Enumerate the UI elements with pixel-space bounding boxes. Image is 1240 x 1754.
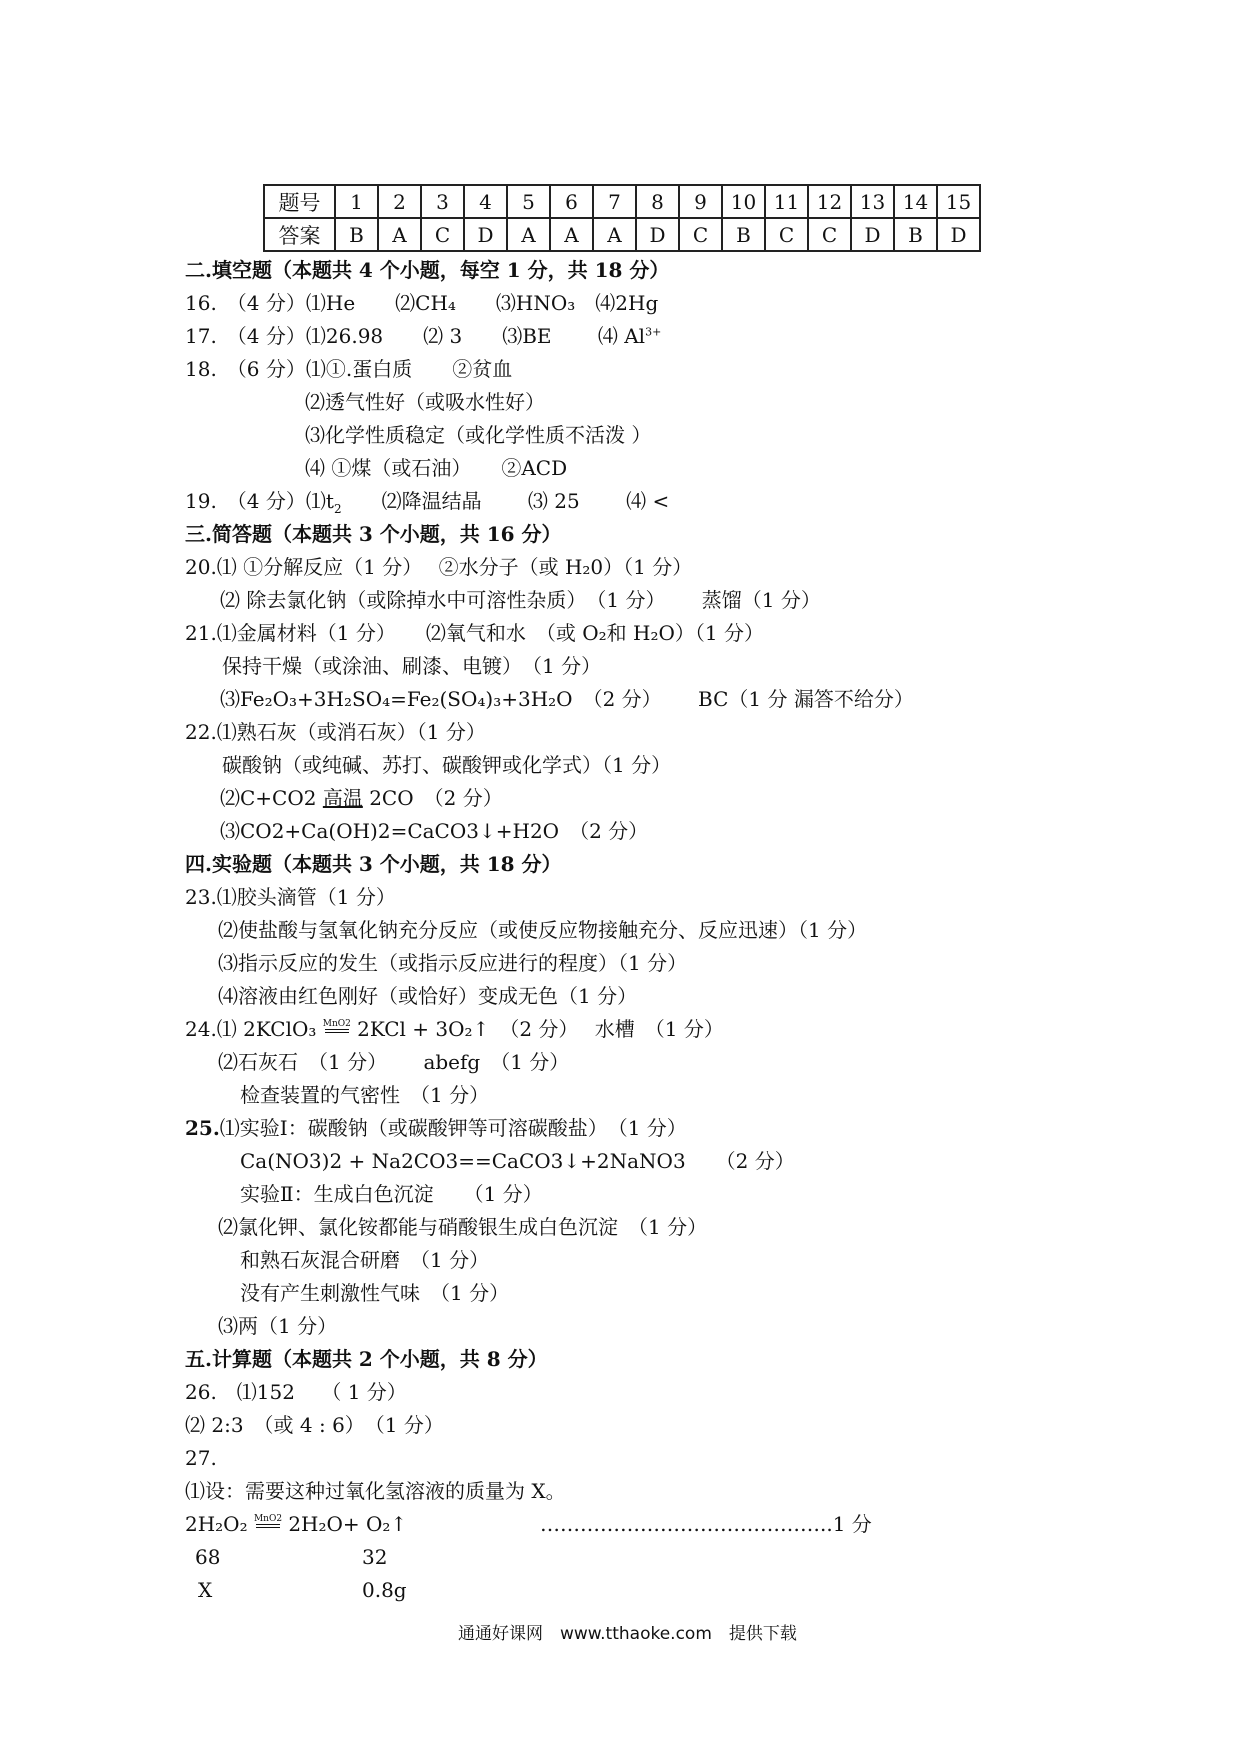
section-heading-experiment: 四.实验题（本题共 3 个小题，共 18 分） xyxy=(185,852,562,876)
row-label-numbers: 题号 xyxy=(264,185,335,218)
answer-line-24-1 xyxy=(185,1017,724,1041)
table-cell: 2 xyxy=(378,185,421,218)
table-cell: 10 xyxy=(722,185,765,218)
answer-line-17 xyxy=(185,324,661,348)
table-cell: 4 xyxy=(464,185,507,218)
table-cell: 12 xyxy=(808,185,851,218)
answer-line-16: 16. （4 分）⑴He ⑵CH₄ ⑶HNO₃ ⑷2Hg xyxy=(185,291,659,315)
answer-text: 2H₂O+ O₂↑ xyxy=(281,1512,408,1536)
section-heading-fill-in: 二.填空题（本题共 4 个小题，每空 1 分，共 18 分） xyxy=(185,258,670,282)
question-number: 25. xyxy=(185,1116,220,1140)
answer-line-25-6: 没有产生刺激性气味 （1 分） xyxy=(240,1281,510,1305)
molar-mass-right: 32 xyxy=(362,1545,388,1569)
table-cell: 8 xyxy=(636,185,679,218)
answer-line-25-2: Ca(NO3)2 + Na2CO3==CaCO3↓+2NaNO3 （2 分） xyxy=(240,1149,795,1173)
answer-text: ⑵C+CO2 xyxy=(220,786,323,810)
answer-text: 19. （4 分）⑴t xyxy=(185,489,334,513)
answer-line-21-1: 21.⑴金属材料（1 分） ⑵氧气和水 （或 O₂和 H₂O）（1 分） xyxy=(185,621,764,645)
answer-line-19 xyxy=(185,489,670,516)
catalyst-label: MnO2 xyxy=(253,1514,283,1524)
answer-line-27: 27. xyxy=(185,1446,217,1470)
answer-line-20-2: ⑵ 除去氯化钠（或除掉水中可溶性杂质） （1 分） 蒸馏（1 分） xyxy=(220,588,821,612)
superscript: 3+ xyxy=(645,325,662,339)
table-cell: C xyxy=(421,218,464,251)
answer-line-22-2: 碳酸钠（或纯碱、苏打、碳酸钾或化学式）（1 分） xyxy=(222,753,672,777)
table-cell: C xyxy=(808,218,851,251)
answer-line-22-4: ⑶CO2+Ca(OH)2=CaCO3↓+H2O （2 分） xyxy=(220,819,649,843)
answer-line-18-3: ⑶化学性质稳定（或化学性质不活泼 ） xyxy=(305,423,652,447)
answer-line-25-3: 实验Ⅱ：生成白色沉淀 （1 分） xyxy=(240,1182,543,1206)
answer-text: 2H₂O₂ xyxy=(185,1512,254,1536)
table-cell: D xyxy=(937,218,980,251)
table-cell: A xyxy=(507,218,550,251)
answer-line-23-3: ⑶指示反应的发生（或指示反应进行的程度）（1 分） xyxy=(218,951,688,975)
answer-line-26-2: ⑵ 2:3 （或 4 : 6） （1 分） xyxy=(185,1413,444,1437)
answer-line-25-1 xyxy=(185,1116,687,1140)
subscript: 2 xyxy=(333,502,342,516)
answer-line-23-1: 23.⑴胶头滴管（1 分） xyxy=(185,885,396,909)
table-cell: 9 xyxy=(679,185,722,218)
answer-text: ⑵降温结晶 ⑶ 25 ⑷ < xyxy=(341,489,670,513)
section-heading-short-answer: 三.简答题（本题共 3 个小题，共 16 分） xyxy=(185,522,562,546)
row-label-answers: 答案 xyxy=(264,218,335,251)
answer-line-26-1: 26. ⑴152 （ 1 分） xyxy=(185,1380,407,1404)
table-cell: 5 xyxy=(507,185,550,218)
reaction-condition: 高温 xyxy=(322,786,363,810)
table-cell: D xyxy=(636,218,679,251)
table-cell: B xyxy=(894,218,937,251)
answer-line-25-4: ⑵氯化钾、氯化铵都能与硝酸银生成白色沉淀 （1 分） xyxy=(218,1215,708,1239)
answer-line-21-2: 保持干燥（或涂油、刷漆、电镀） （1 分） xyxy=(222,654,602,678)
answer-line-23-4: ⑷溶液由红色刚好（或恰好）变成无色（1 分） xyxy=(218,984,638,1008)
answer-text: 2CO （2 分） xyxy=(362,786,503,810)
table-cell: 1 xyxy=(335,185,378,218)
answer-line-20-1: 20.⑴ ①分解反应（1 分） ②水分子（或 H₂0）（1 分） xyxy=(185,555,693,579)
table-cell: C xyxy=(679,218,722,251)
table-cell: 7 xyxy=(593,185,636,218)
answer-line-22-3 xyxy=(220,786,503,810)
table-cell: A xyxy=(378,218,421,251)
answer-line-25-7: ⑶两（1 分） xyxy=(218,1314,338,1338)
table-cell: 15 xyxy=(937,185,980,218)
table-cell: A xyxy=(550,218,593,251)
answer-line-18-4: ⑷ ①煤（或石油） ②ACD xyxy=(305,456,568,480)
table-cell: A xyxy=(593,218,636,251)
answer-line-24-3: 检查装置的气密性 （1 分） xyxy=(240,1083,490,1107)
answer-text: 2KCl + 3O₂↑ （2 分） 水槽 （1 分） xyxy=(350,1017,724,1041)
catalyst-label: MnO2 xyxy=(322,1019,351,1029)
table-cell: 13 xyxy=(851,185,894,218)
table-cell: 3 xyxy=(421,185,464,218)
answer-line-27-1: ⑴设：需要这种过氧化氢溶液的质量为 X。 xyxy=(185,1479,566,1503)
answer-text: 17. （4 分）⑴26.98 ⑵ 3 ⑶BE ⑷ Al xyxy=(185,324,646,348)
page-footer: 通通好课网 www.tthaoke.com 提供下载 xyxy=(458,1624,797,1644)
score-dots: ……………………………………..1 分 xyxy=(540,1512,872,1536)
answer-line-18-2: ⑵透气性好（或吸水性好） xyxy=(305,390,545,414)
table-cell: B xyxy=(722,218,765,251)
section-heading-calculation: 五.计算题（本题共 2 个小题，共 8 分） xyxy=(185,1347,548,1371)
answer-text: ⑴实验Ⅰ：碳酸钠（或碳酸钾等可溶碳酸盐） （1 分） xyxy=(219,1116,687,1140)
table-cell: D xyxy=(464,218,507,251)
answer-line-24-2: ⑵石灰石 （1 分） abefg （1 分） xyxy=(218,1050,570,1074)
answer-line-22-1: 22.⑴熟石灰（或消石灰）（1 分） xyxy=(185,720,486,744)
table-cell: D xyxy=(851,218,894,251)
table-row-answers xyxy=(264,218,980,251)
table-row-numbers xyxy=(264,185,980,218)
oxygen-mass: 0.8g xyxy=(362,1578,407,1602)
table-cell: 11 xyxy=(765,185,808,218)
multiple-choice-answer-table xyxy=(263,184,981,252)
answer-text: 24.⑴ 2KClO₃ xyxy=(185,1017,323,1041)
answer-line-25-5: 和熟石灰混合研磨 （1 分） xyxy=(240,1248,490,1272)
molar-mass-left: 68 xyxy=(195,1545,221,1569)
table-cell: C xyxy=(765,218,808,251)
answer-line-23-2: ⑵使盐酸与氢氧化钠充分反应（或使反应物接触充分、反应迅速）（1 分） xyxy=(218,918,868,942)
unknown-x: X xyxy=(198,1578,213,1602)
table-cell: B xyxy=(335,218,378,251)
table-cell: 6 xyxy=(550,185,593,218)
answer-line-21-3: ⑶Fe₂O₃+3H₂SO₄=Fe₂(SO₄)₃+3H₂O （2 分） BC（1 分 漏答不给分） xyxy=(220,687,914,711)
table-cell: 14 xyxy=(894,185,937,218)
answer-line-27-equation xyxy=(185,1512,407,1536)
answer-line-18-1: 18. （6 分）⑴①.蛋白质 ②贫血 xyxy=(185,357,513,381)
